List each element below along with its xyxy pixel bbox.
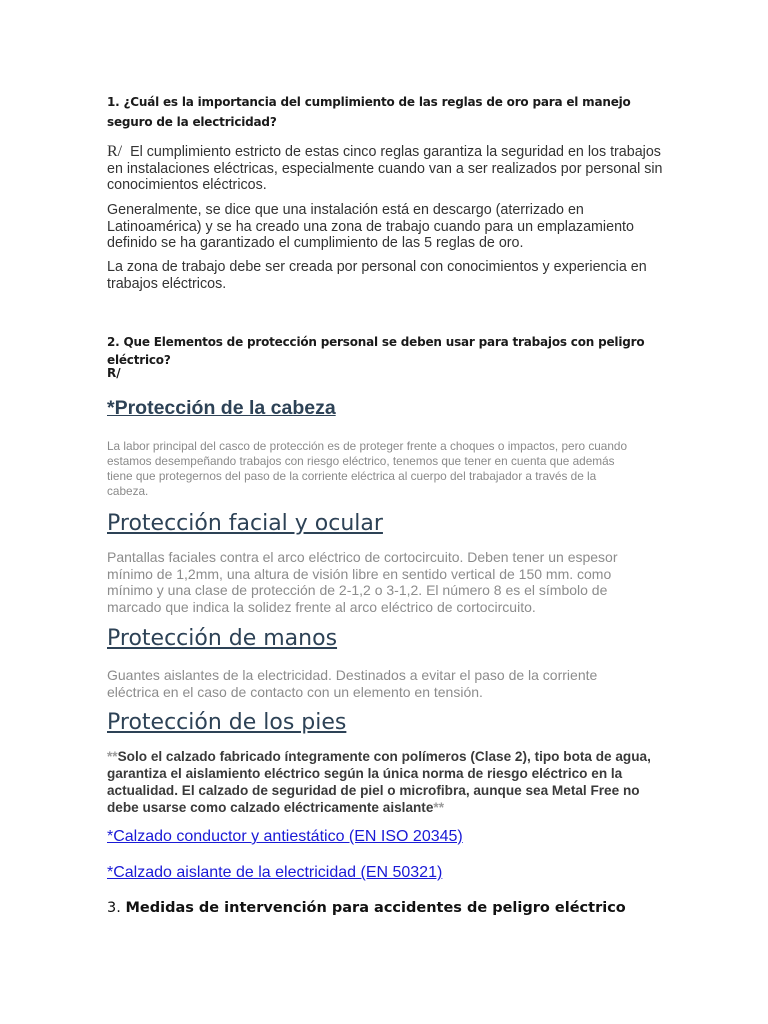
answer-marker: R/ xyxy=(107,143,123,160)
foot-protection-heading: Protección de los pies xyxy=(107,710,347,735)
note-prefix: ** xyxy=(107,749,118,764)
hand-protection-text: Guantes aislantes de la electricidad. Destinados a evitar el paso de la corriente eléctrica en el caso de contacto con un elemento en tensión. xyxy=(107,667,598,700)
question-1-paragraph-3: La zona de trabajo debe ser creada por personal con conocimientos y experiencia en trabajos eléctricos. xyxy=(107,259,647,292)
face-protection-text: Pantallas faciales contra el arco eléctrico de cortocircuito. Deben tener un espesor mínimo de 1,2mm, una altura de visión libre en sentido vertical de 150 mm. como mínimo y una clase de protección de 2-1,2 o 3-1,2. El número 8 es el símbolo de marcado que indica la solidez frente al arco eléctrico de cortocircuito. xyxy=(107,549,618,615)
head-protection-text: La labor principal del casco de protección es de proteger frente a choques o impactos, pero cuando estamos desempeñando trabajos con riesgo eléctrico, tenemos que tener en cuenta que además tiene que protegernos del paso de la corriente eléctrica al cuerpo del trabajador a través de la cabeza. xyxy=(107,439,628,498)
conductive-footwear-link[interactable]: *Calzado conductor y antiestático (EN ISO 20345) xyxy=(107,828,463,845)
foot-protection-note xyxy=(107,748,667,816)
question-3-number: 3. xyxy=(107,900,121,916)
face-protection-heading: Protección facial y ocular xyxy=(107,511,383,536)
head-protection-heading: *Protección de la cabeza xyxy=(107,397,336,419)
insulating-footwear-link[interactable]: *Calzado aislante de la electricidad (EN 50321) xyxy=(107,864,443,881)
question-3-title xyxy=(107,900,626,916)
question-3-text: Medidas de intervención para accidentes de peligro eléctrico xyxy=(125,900,626,916)
question-2-answer-marker: R/ xyxy=(107,366,121,380)
question-1-title: 1. ¿Cuál es la importancia del cumplimiento de las reglas de oro para el manejo seguro de la electricidad? xyxy=(107,95,631,129)
question-2-title: 2. Que Elementos de protección personal se deben usar para trabajos con peligro eléctrico? xyxy=(107,335,645,367)
note-text: Solo el calzado fabricado íntegramente con polímeros (Clase 2), tipo bota de agua, garantiza el aislamiento eléctrico según la única norma de riesgo eléctrico en la actualidad. El calzado de seguridad de piel o microfibra, aunque sea Metal Free no debe usarse como calzado eléctricamente aislante xyxy=(107,749,651,815)
question-1-answer xyxy=(107,144,667,194)
question-1-paragraph-2: Generalmente, se dice que una instalación está en descargo (aterrizado en Latinoamérica) y se ha creado una zona de trabajo cuando para un emplazamiento definido se ha garantizado el cumplimiento de las 5 reglas de oro. xyxy=(107,202,634,251)
answer-text: El cumplimiento estricto de estas cinco reglas garantiza la seguridad en los trabajos en instalaciones eléctricas, especialmente cuando van a ser realizados por personal sin conocimientos eléctricos. xyxy=(107,144,663,193)
note-suffix: ** xyxy=(433,800,444,815)
hand-protection-heading: Protección de manos xyxy=(107,626,338,651)
